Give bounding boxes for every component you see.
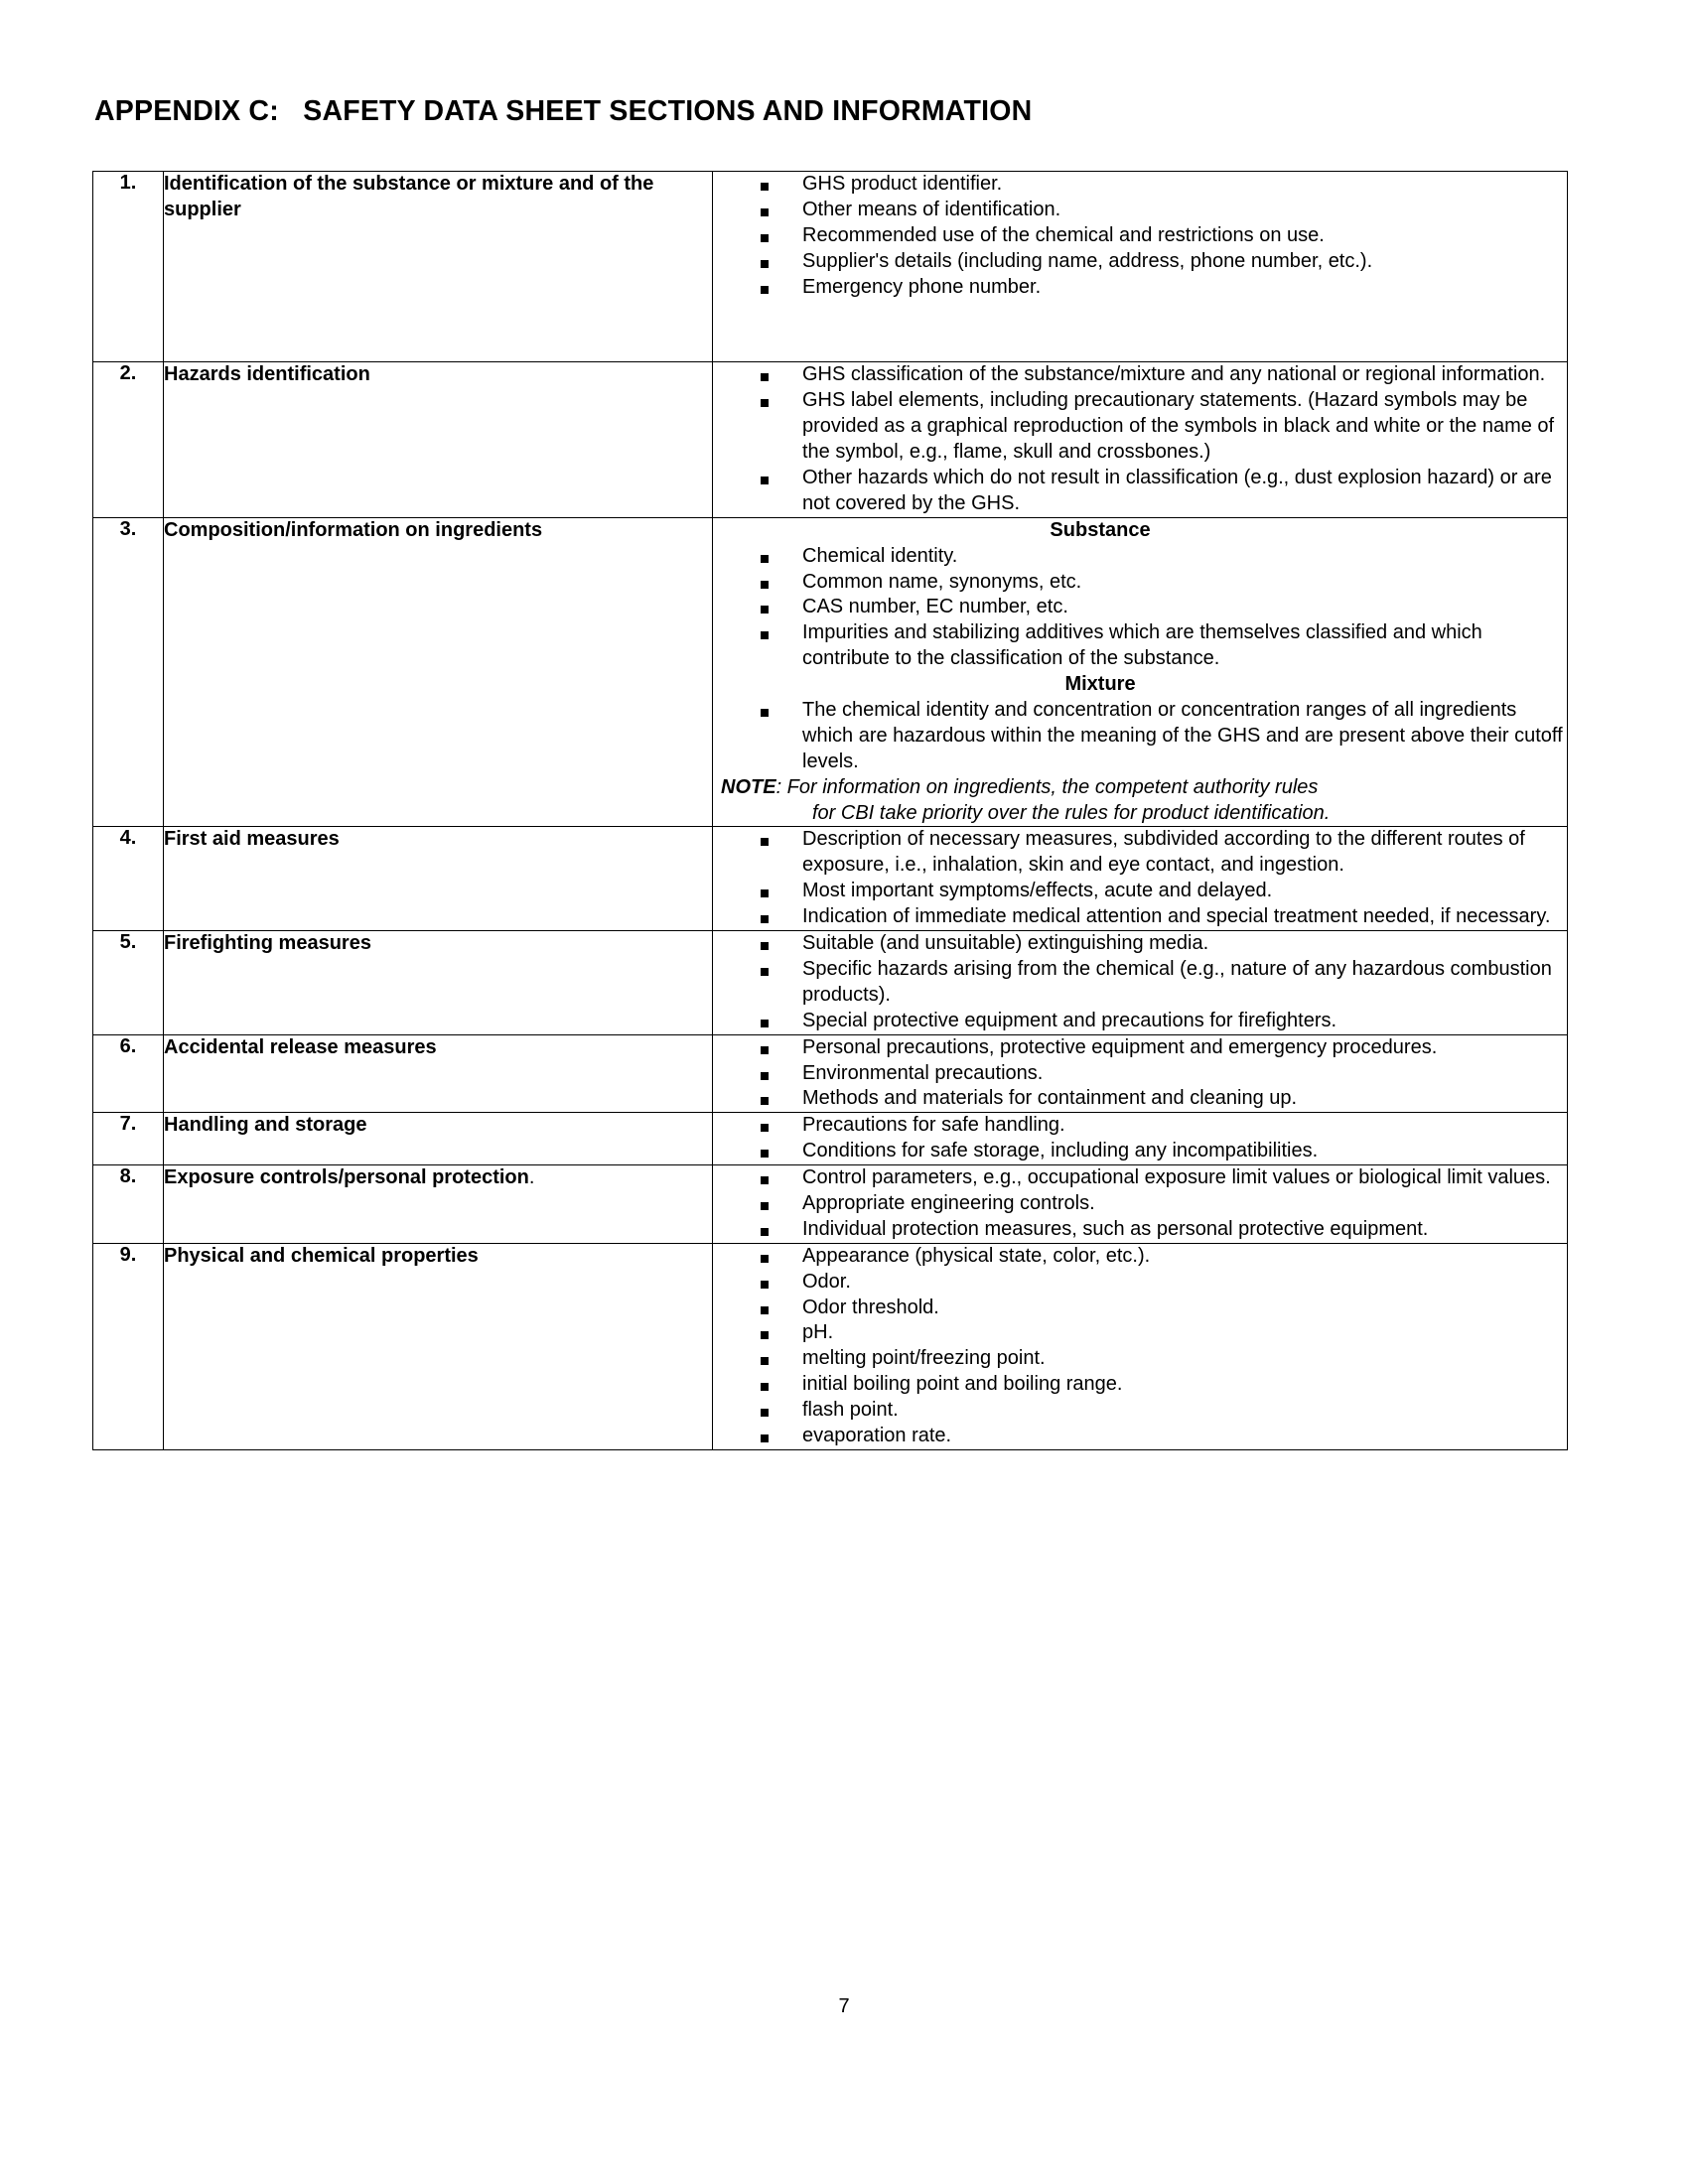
table-row [93,1034,1568,1113]
list-item: Other hazards which do not result in classification (e.g., dust explosion hazard) or are not covered by the GHS. [713,466,1567,517]
list-item: Chemical identity. [713,544,1567,570]
row-details [713,172,1568,362]
note-body: : For information on ingredients, the competent authority rules [775,775,1319,798]
row-title-text: Exposure controls/personal protection [164,1166,529,1189]
row-title-text: Physical and chemical properties [164,1244,479,1267]
list-item: Supplier's details (including name, address, phone number, etc.). [713,249,1567,275]
page-number: 7 [838,1995,850,2017]
row-title-text: Hazards identification [164,363,370,386]
row-title-text: First aid measures [164,828,340,851]
note-label: NOTE [721,775,776,798]
row-title [164,1165,713,1244]
list-item: Personal precautions, protective equipment and emergency procedures. [713,1035,1567,1061]
list-item: Indication of immediate medical attention and special treatment needed, if necessary. [713,904,1567,930]
list-item: GHS classification of the substance/mixture and any national or regional information. [713,362,1567,388]
row-title [164,1243,713,1449]
substance-list [713,544,1567,672]
row-title [164,172,713,362]
list-item: initial boiling point and boiling range. [713,1372,1567,1398]
sds-sections-table [92,171,1568,1450]
detail-list [713,931,1567,1034]
list-item: GHS product identifier. [713,172,1567,198]
list-item: Impurities and stabilizing additives which are themselves classified and which contribute to the classification of the substance. [713,620,1567,672]
note-text [713,775,1567,801]
list-item: The chemical identity and concentration or concentration ranges of all ingredients which are hazardous within the meaning of the GHS and are present above their cutoff levels. [713,698,1567,775]
detail-list [713,1035,1567,1113]
row-title [164,827,713,931]
list-item: Odor threshold. [713,1296,1567,1321]
list-item: Odor. [713,1270,1567,1296]
substance-subheading: Substance [1050,518,1151,541]
table-row [93,1165,1568,1244]
row-details [713,1034,1568,1113]
row-title-text: Composition/information on ingredients [164,518,543,541]
list-item: Environmental precautions. [713,1061,1567,1087]
row-title [164,362,713,517]
row-details [713,362,1568,517]
row-details [713,827,1568,931]
list-item: Other means of identification. [713,198,1567,223]
row-details [713,517,1568,827]
table-row [93,827,1568,931]
mixture-subheading: Mixture [1064,673,1136,696]
list-item: Methods and materials for containment and cleaning up. [713,1086,1567,1112]
list-item: Description of necessary measures, subdivided according to the different routes of exposure, i.e., inhalation, skin and eye contact, and ingestion. [713,827,1567,879]
list-item: Recommended use of the chemical and restrictions on use. [713,223,1567,249]
row-title [164,1113,713,1165]
list-item: Specific hazards arising from the chemical (e.g., nature of any hazardous combustion products). [713,957,1567,1009]
list-item: Individual protection measures, such as personal protective equipment. [713,1217,1567,1243]
table-row [93,172,1568,362]
row-number: 2. [93,362,164,517]
row-number: 8. [93,1165,164,1244]
list-item: melting point/freezing point. [713,1346,1567,1372]
detail-list [713,1244,1567,1449]
row-number: 3. [93,517,164,827]
row-details [713,1165,1568,1244]
row-number: 5. [93,931,164,1035]
table-row [93,517,1568,827]
page-title: APPENDIX C: SAFETY DATA SHEET SECTIONS AND INFORMATION [94,95,1033,127]
list-item: Appropriate engineering controls. [713,1191,1567,1217]
row-details [713,931,1568,1035]
detail-list [713,172,1567,300]
row-title-text: Identification of the substance or mixture and of the supplier [164,173,654,220]
detail-list [713,827,1567,930]
detail-list [713,362,1567,516]
list-item: Common name, synonyms, etc. [713,570,1567,596]
row-details [713,1113,1568,1165]
note-continuation: for CBI take priority over the rules for product identification. [812,801,1331,824]
table-row [93,1113,1568,1165]
list-item: Emergency phone number. [713,275,1567,301]
row-title-trailing: . [528,1166,535,1189]
table-row [93,362,1568,517]
list-item: Most important symptoms/effects, acute and delayed. [713,879,1567,904]
row-number: 6. [93,1034,164,1113]
mixture-list [713,698,1567,775]
detail-list [713,1113,1567,1164]
row-details [713,1243,1568,1449]
row-number: 1. [93,172,164,362]
table-row [93,1243,1568,1449]
row-title [164,931,713,1035]
row-title-text: Accidental release measures [164,1035,437,1058]
list-item: evaporation rate. [713,1424,1567,1449]
list-item: GHS label elements, including precautionary statements. (Hazard symbols may be provided as a graphical reproduction of the symbols in black and white or the name of the symbol, e.g., flame, skull and crossbones.) [713,388,1567,466]
list-item: Appearance (physical state, color, etc.). [713,1244,1567,1270]
list-item: flash point. [713,1398,1567,1424]
detail-list [713,1165,1567,1243]
list-item: pH. [713,1320,1567,1346]
row-title-text: Handling and storage [164,1114,367,1137]
row-title [164,1034,713,1113]
list-item: Suitable (and unsuitable) extinguishing media. [713,931,1567,957]
row-title [164,517,713,827]
list-item: Control parameters, e.g., occupational exposure limit values or biological limit values. [713,1165,1567,1191]
list-item: CAS number, EC number, etc. [713,595,1567,620]
row-number: 4. [93,827,164,931]
list-item: Conditions for safe storage, including any incompatibilities. [713,1139,1567,1164]
list-item: Precautions for safe handling. [713,1113,1567,1139]
row-title-text: Firefighting measures [164,932,371,955]
list-item: Special protective equipment and precautions for firefighters. [713,1009,1567,1034]
row-number: 7. [93,1113,164,1165]
row-number: 9. [93,1243,164,1449]
table-row [93,931,1568,1035]
